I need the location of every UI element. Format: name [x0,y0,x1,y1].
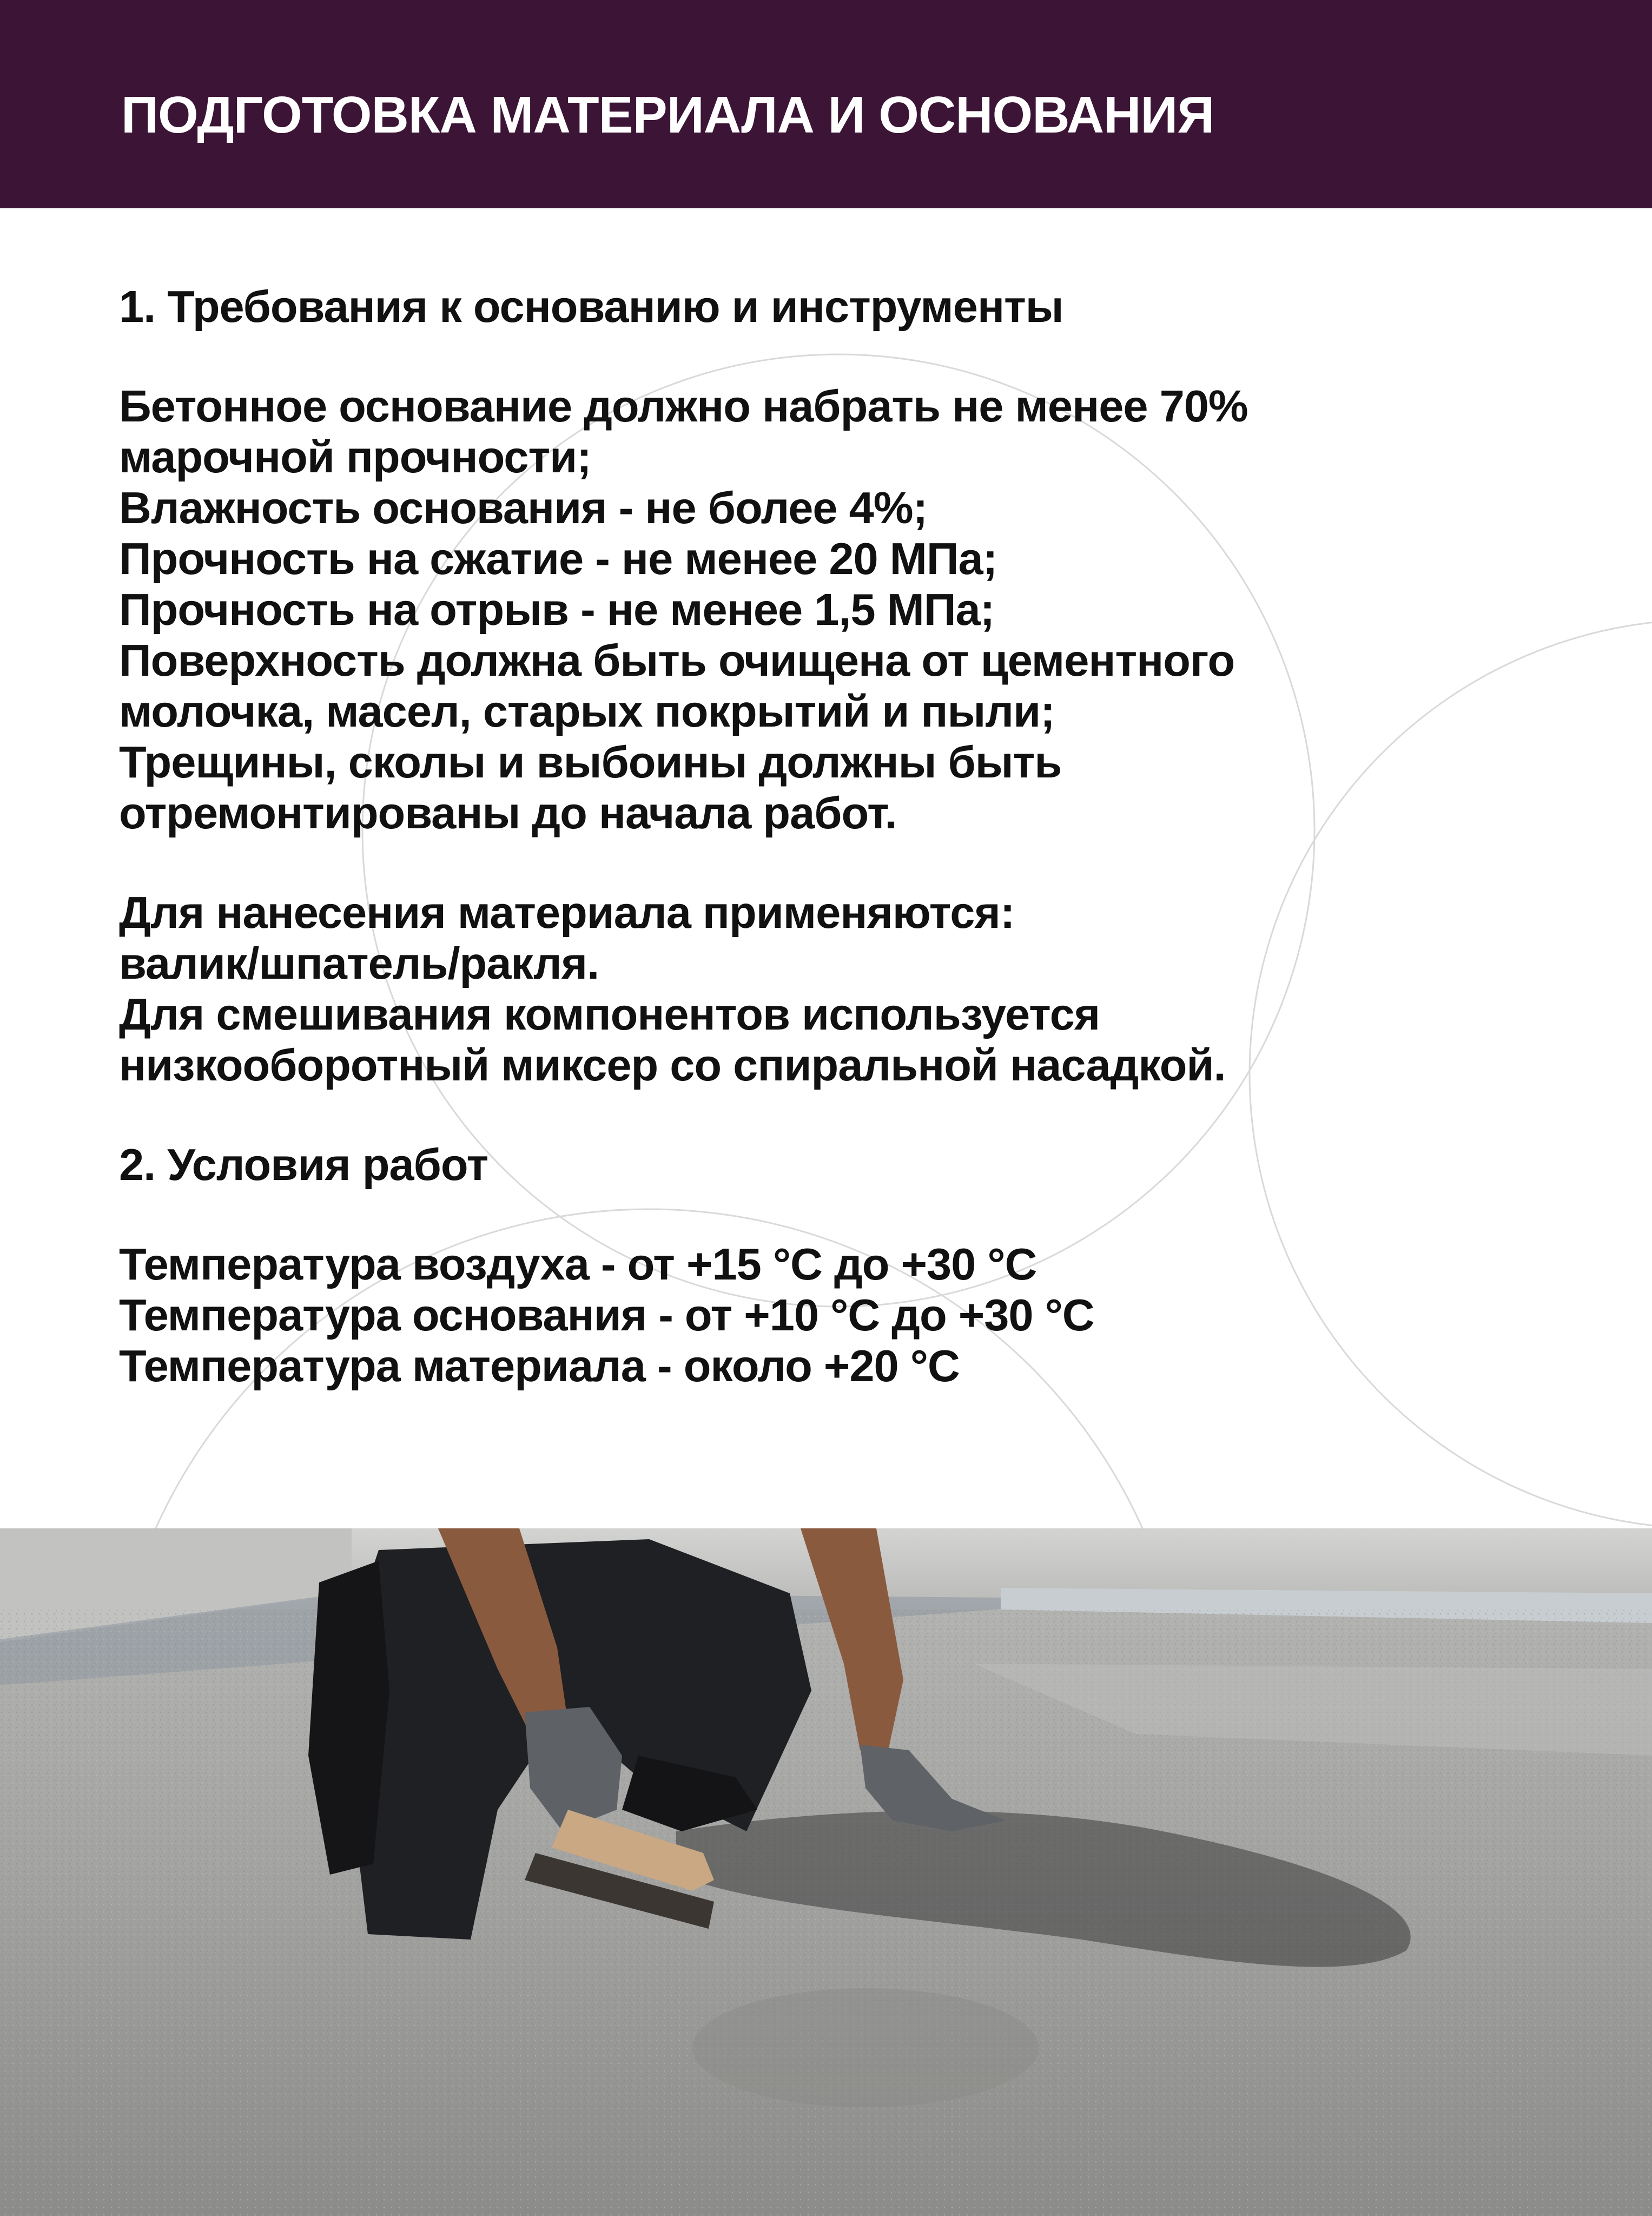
requirement-line: Прочность на сжатие - не менее 20 МПа; [119,533,997,584]
header-bar [0,0,1652,208]
requirement-line: молочка, масел, старых покрытий и пыли; [119,686,1055,736]
condition-line: Температура воздуха - от +15 °C до +30 °C [119,1239,1037,1289]
requirement-line: Прочность на отрыв - не менее 1,5 МПа; [119,584,995,635]
page-title: ПОДГОТОВКА МАТЕРИАЛА И ОСНОВАНИЯ [121,86,1214,144]
requirement-line: Бетонное основание должно набрать не менее 70% [119,381,1248,431]
condition-line: Температура материала - около +20 °C [119,1341,960,1391]
requirement-line: отремонтированы до начала работ. [119,788,897,838]
content-area [119,281,1547,1391]
section-1-heading: 1. Требования к основанию и инструменты [119,281,1063,332]
requirement-line: Трещины, сколы и выбоины должны быть [119,737,1062,787]
tools-line: Для нанесения материала применяются: [119,887,1015,938]
worker-brushing-concrete-floor-photo [0,1528,1652,2216]
condition-line: Температура основания - от +10 °C до +30 °C [119,1290,1094,1340]
requirement-line: Влажность основания - не более 4%; [119,483,928,533]
requirement-line: Поверхность должна быть очищена от цементного [119,635,1235,685]
dust-patch [692,1988,1039,2107]
section-2-heading: 2. Условия работ [119,1139,488,1190]
requirement-line: марочной прочности; [119,432,591,482]
tools-line: валик/шпатель/ракля. [119,938,599,988]
tools-line: низкооборотный миксер со спиральной насадкой. [119,1040,1226,1090]
tools-line: Для смешивания компонентов используется [119,989,1100,1039]
